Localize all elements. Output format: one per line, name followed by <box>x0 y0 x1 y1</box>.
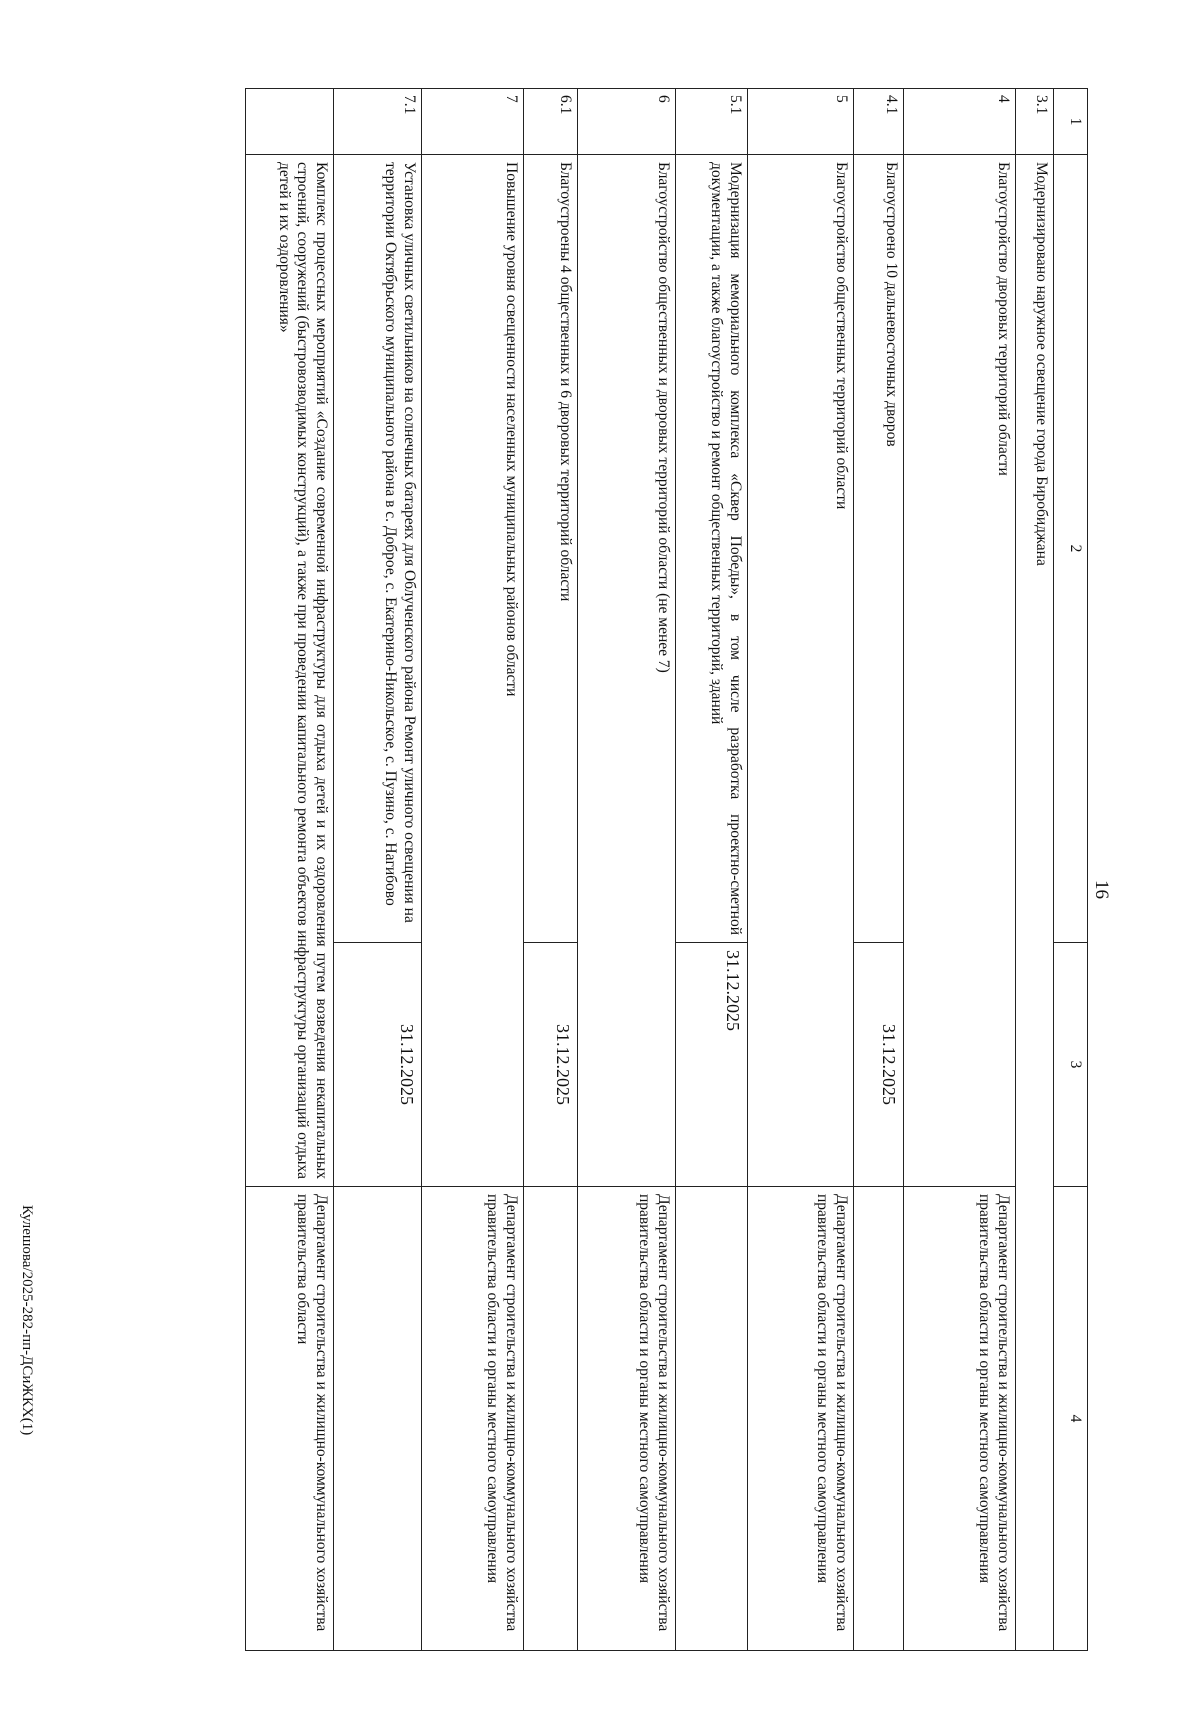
row-responsible: Департамент строительства и жилищно-коммунального хозяйства правительства области и органы местного самоуправления <box>422 1187 524 1651</box>
page-number: 16 <box>1091 880 1112 899</box>
table-row <box>524 89 578 1651</box>
row-date: 31.12.2025 <box>334 943 422 1187</box>
table-row <box>904 89 1016 1651</box>
row-text: Благоустроены 4 общественных и 6 дворовых территорий области <box>524 155 578 943</box>
row-text: Модернизация мемориального комплекса «Сквер Победы», в том числе разработка проектно-сметной документации, а также благоустройство и ремонт общественных территорий, зданий <box>676 155 748 943</box>
header-col-4: 4 <box>1054 1187 1088 1651</box>
row-number: 3.1 <box>1016 89 1054 155</box>
table-row <box>422 89 524 1651</box>
row-number: 7 <box>422 89 524 155</box>
row-number: 4 <box>904 89 1016 155</box>
row-date: 31.12.2025 <box>676 943 748 1187</box>
row-text: Благоустроено 10 дальневосточных дворов <box>854 155 904 943</box>
header-col-2: 2 <box>1054 155 1088 943</box>
row-responsible: Департамент строительства и жилищно-коммунального хозяйства правительства области и органы местного самоуправления <box>578 1187 676 1651</box>
table-row <box>676 89 748 1651</box>
table-header-row <box>1054 89 1088 1651</box>
row-number: 5 <box>748 89 854 155</box>
row-text: Благоустройство общественных территорий области <box>748 155 854 1187</box>
table-row <box>854 89 904 1651</box>
table-row <box>578 89 676 1651</box>
row-responsible: Департамент строительства и жилищно-коммунального хозяйства правительства области и органы местного самоуправления <box>904 1187 1016 1651</box>
row-date: 31.12.2025 <box>524 943 578 1187</box>
header-col-1: 1 <box>1054 89 1088 155</box>
table-row <box>1016 89 1054 1651</box>
complex-responsible: Департамент строительства и жилищно-коммунального хозяйства правительства области <box>246 1187 334 1651</box>
row-number: 6 <box>578 89 676 155</box>
row-text: Благоустройство общественных и дворовых территорий области (не менее 7) <box>578 155 676 1187</box>
row-responsible <box>676 1187 748 1651</box>
row-number <box>246 89 334 155</box>
row-number: 5.1 <box>676 89 748 155</box>
row-responsible: Департамент строительства и жилищно-коммунального хозяйства правительства области и органы местного самоуправления <box>748 1187 854 1651</box>
table-row-complex <box>246 89 334 1651</box>
table-row <box>334 89 422 1651</box>
row-text: Модернизировано наружное освещение города Биробиджана <box>1016 155 1054 1651</box>
table-row <box>748 89 854 1651</box>
row-date: 31.12.2025 <box>854 943 904 1187</box>
row-number: 6.1 <box>524 89 578 155</box>
row-responsible <box>524 1187 578 1651</box>
row-responsible <box>854 1187 904 1651</box>
document-footer: Кулешова/2025-282-пп-ДСиЖКХ(1) <box>19 1205 35 1436</box>
header-col-3: 3 <box>1054 943 1088 1187</box>
complex-text: Комплекс процессных мероприятий «Создание современной инфраструктуры для отдыха детей и их оздоровления путем возведения некапитальных строений, сооружений (быстровозводимых конструкций), а также при проведении капитального ремонта объектов инфраструктуры организаций отдыха детей и их оздоровления» <box>246 155 334 1187</box>
row-text: Благоустройство дворовых территорий области <box>904 155 1016 1187</box>
row-number: 4.1 <box>854 89 904 155</box>
plan-table <box>245 88 1088 1651</box>
row-number: 7.1 <box>334 89 422 155</box>
row-text: Повышение уровня освещенности населенных муниципальных районов области <box>422 155 524 1187</box>
row-text: Установка уличных светильников на солнечных батареях для Облученского района Ремонт уличного освещения на территории Октябрьского муниципального района в с. Доброе, с. Екатерино-Никольское, с. Пузино, с. Нагибово <box>334 155 422 943</box>
row-responsible <box>334 1187 422 1651</box>
